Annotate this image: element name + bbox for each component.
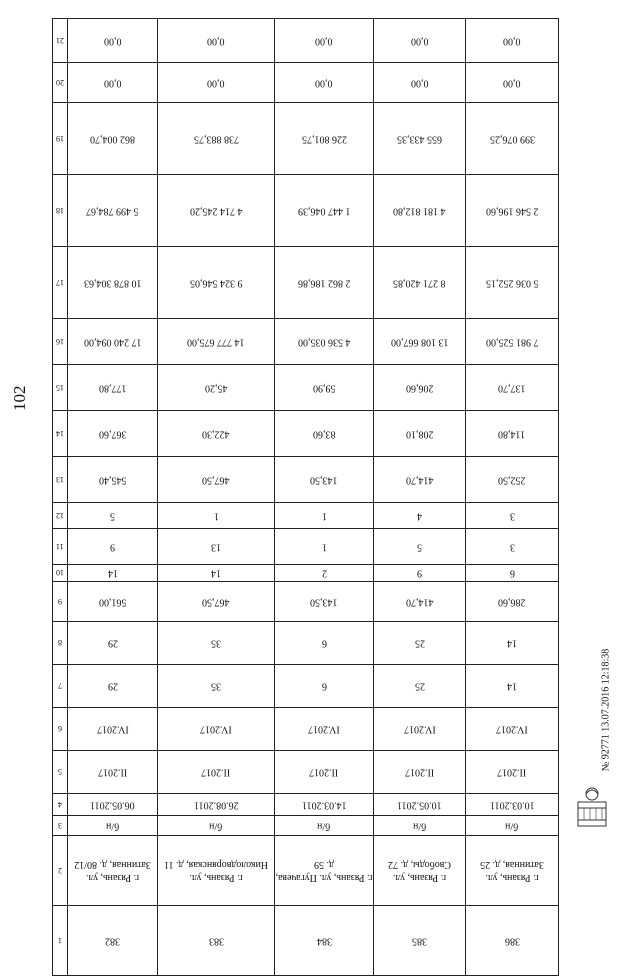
table-cell: IV.2017 (68, 708, 158, 751)
table-row (53, 816, 559, 836)
table-cell: 9 324 546,05 (158, 247, 275, 319)
table-cell: 29 (68, 665, 158, 708)
table-cell: 59,90 (275, 365, 374, 411)
table-cell: 385 (374, 906, 466, 976)
table-cell: 3 (466, 503, 559, 529)
table-cell: 226 801,75 (275, 103, 374, 175)
column-number: 3 (53, 816, 68, 836)
page-number: 102 (10, 385, 29, 411)
table-cell: г. Рязань, ул. Свободы, д. 72 (374, 836, 466, 906)
column-number: 15 (53, 365, 68, 411)
table-row (53, 582, 559, 622)
table-cell: 25 (374, 622, 466, 665)
table-cell: 0,00 (466, 63, 559, 103)
table-cell: 35 (158, 665, 275, 708)
registration-stamp: № 92771 13.07.2016 12:18:38 (600, 648, 612, 772)
table-cell: г. Рязань, ул. Затинная, д. 80/12 (68, 836, 158, 906)
table-cell: 6 (466, 565, 559, 582)
table-cell: 738 883,75 (158, 103, 275, 175)
table-cell: б/н (68, 816, 158, 836)
table-cell: II.2017 (158, 751, 275, 794)
table-cell: 399 076,25 (466, 103, 559, 175)
column-number: 8 (53, 622, 68, 665)
table-cell: II.2017 (374, 751, 466, 794)
column-number: 16 (53, 319, 68, 365)
table-row (53, 906, 559, 976)
table-cell: 414,70 (374, 582, 466, 622)
column-number: 7 (53, 665, 68, 708)
table-cell: 14 777 675,00 (158, 319, 275, 365)
table-cell: II.2017 (466, 751, 559, 794)
column-number: 9 (53, 582, 68, 622)
table-cell: 2 (275, 565, 374, 582)
table-cell: 143,50 (275, 582, 374, 622)
table-cell: 14 (466, 622, 559, 665)
column-number: 5 (53, 751, 68, 794)
column-number: 11 (53, 529, 68, 565)
table-cell: 5 (68, 503, 158, 529)
column-number: 21 (53, 19, 68, 63)
table-row (53, 751, 559, 794)
table-row (53, 565, 559, 582)
table-cell: IV.2017 (466, 708, 559, 751)
table-cell: 5 (374, 529, 466, 565)
table-cell: 208,10 (374, 411, 466, 457)
table-cell: 10.05.2011 (374, 794, 466, 816)
table-cell: 467,50 (158, 582, 275, 622)
table-cell: 2 862 186,86 (275, 247, 374, 319)
table-cell: 114,80 (466, 411, 559, 457)
table-cell: 14 (68, 565, 158, 582)
table-cell: 367,60 (68, 411, 158, 457)
table-cell: 1 (275, 503, 374, 529)
table-cell: 206,60 (374, 365, 466, 411)
table-cell: IV.2017 (275, 708, 374, 751)
column-number: 1 (53, 906, 68, 976)
table-cell: б/н (466, 816, 559, 836)
column-number: 12 (53, 503, 68, 529)
table-cell: 4 181 812,80 (374, 175, 466, 247)
table-cell: 2 546 196,60 (466, 175, 559, 247)
table-cell: 0,00 (275, 19, 374, 63)
table-cell: 0,00 (68, 19, 158, 63)
table-row (53, 529, 559, 565)
table-cell: 137,70 (466, 365, 559, 411)
table-cell: 0,00 (466, 19, 559, 63)
table-cell: 9 (374, 565, 466, 582)
table-cell: 14.03.2011 (275, 794, 374, 816)
table-cell: 4 536 035,00 (275, 319, 374, 365)
seal-icon (572, 784, 612, 829)
table-cell: 561,00 (68, 582, 158, 622)
table-cell: 384 (275, 906, 374, 976)
column-number: 10 (53, 565, 68, 582)
table-cell: 1 447 046,39 (275, 175, 374, 247)
table-row (53, 365, 559, 411)
table-cell: 06.05.2011 (68, 794, 158, 816)
table-cell: г. Рязань, ул. Затинная, д. 25 (466, 836, 559, 906)
table-row (53, 836, 559, 906)
table-row (53, 503, 559, 529)
column-number: 13 (53, 457, 68, 503)
table-cell: 5 499 784,67 (68, 175, 158, 247)
table-cell: 1 (275, 529, 374, 565)
table-cell: 8 271 420,85 (374, 247, 466, 319)
table-cell: 14 (158, 565, 275, 582)
table-cell: 10.03.2011 (466, 794, 559, 816)
table-row (53, 457, 559, 503)
column-number: 4 (53, 794, 68, 816)
table-row (53, 319, 559, 365)
table-cell: II.2017 (275, 751, 374, 794)
table-cell: г. Рязань, ул. Николодворянская, д. 11 (158, 836, 275, 906)
table-cell: 7 981 525,00 (466, 319, 559, 365)
table-cell: 545,40 (68, 457, 158, 503)
table-cell: 286,60 (466, 582, 559, 622)
table-cell: 45,20 (158, 365, 275, 411)
table-cell: 13 (158, 529, 275, 565)
table-cell: 0,00 (158, 63, 275, 103)
table-cell: б/н (158, 816, 275, 836)
table-cell: 0,00 (158, 19, 275, 63)
table-cell: 25 (374, 665, 466, 708)
table-row (53, 794, 559, 816)
table-cell: 0,00 (374, 63, 466, 103)
table-cell: 386 (466, 906, 559, 976)
table-cell: 414,70 (374, 457, 466, 503)
table-cell: 383 (158, 906, 275, 976)
table-row (53, 247, 559, 319)
table-cell: 422,30 (158, 411, 275, 457)
table-cell: 29 (68, 622, 158, 665)
table-cell: 6 (275, 622, 374, 665)
table-cell: 467,50 (158, 457, 275, 503)
table-cell: IV.2017 (374, 708, 466, 751)
column-number: 6 (53, 708, 68, 751)
table-cell: 10 878 304,63 (68, 247, 158, 319)
table-cell: 83,60 (275, 411, 374, 457)
table-row (53, 63, 559, 103)
column-number: 14 (53, 411, 68, 457)
table-cell: 0,00 (275, 63, 374, 103)
table-cell: 17 240 094,00 (68, 319, 158, 365)
table-cell: 35 (158, 622, 275, 665)
table-cell: г. Рязань, ул. Пугачева, д. 59 (275, 836, 374, 906)
table-row (53, 103, 559, 175)
table-row (53, 19, 559, 63)
column-number: 20 (53, 63, 68, 103)
table-cell: 5 036 252,15 (466, 247, 559, 319)
table-row (53, 411, 559, 457)
column-number: 17 (53, 247, 68, 319)
table-cell: 26.08.2011 (158, 794, 275, 816)
table-cell: 3 (466, 529, 559, 565)
table-cell: б/н (275, 816, 374, 836)
table-row (53, 708, 559, 751)
table-cell: IV.2017 (158, 708, 275, 751)
column-number: 18 (53, 175, 68, 247)
table-row (53, 622, 559, 665)
table-cell: 143,50 (275, 457, 374, 503)
register-table (52, 18, 558, 947)
table-row (53, 175, 559, 247)
table-cell: 0,00 (374, 19, 466, 63)
table-cell: 9 (68, 529, 158, 565)
table-cell: 6 (275, 665, 374, 708)
table-cell: 4 (374, 503, 466, 529)
table-cell: 4 714 245,20 (158, 175, 275, 247)
table-cell: б/н (374, 816, 466, 836)
table-cell: 252,50 (466, 457, 559, 503)
table-cell: 1 (158, 503, 275, 529)
table-cell: 862 004,70 (68, 103, 158, 175)
column-number: 19 (53, 103, 68, 175)
table-cell: 655 433,35 (374, 103, 466, 175)
table-cell: II.2017 (68, 751, 158, 794)
table-cell: 13 108 667,00 (374, 319, 466, 365)
table-cell: 382 (68, 906, 158, 976)
table-cell: 177,80 (68, 365, 158, 411)
table-cell: 0,00 (68, 63, 158, 103)
table-row (53, 665, 559, 708)
table-cell: 14 (466, 665, 559, 708)
column-number: 2 (53, 836, 68, 906)
